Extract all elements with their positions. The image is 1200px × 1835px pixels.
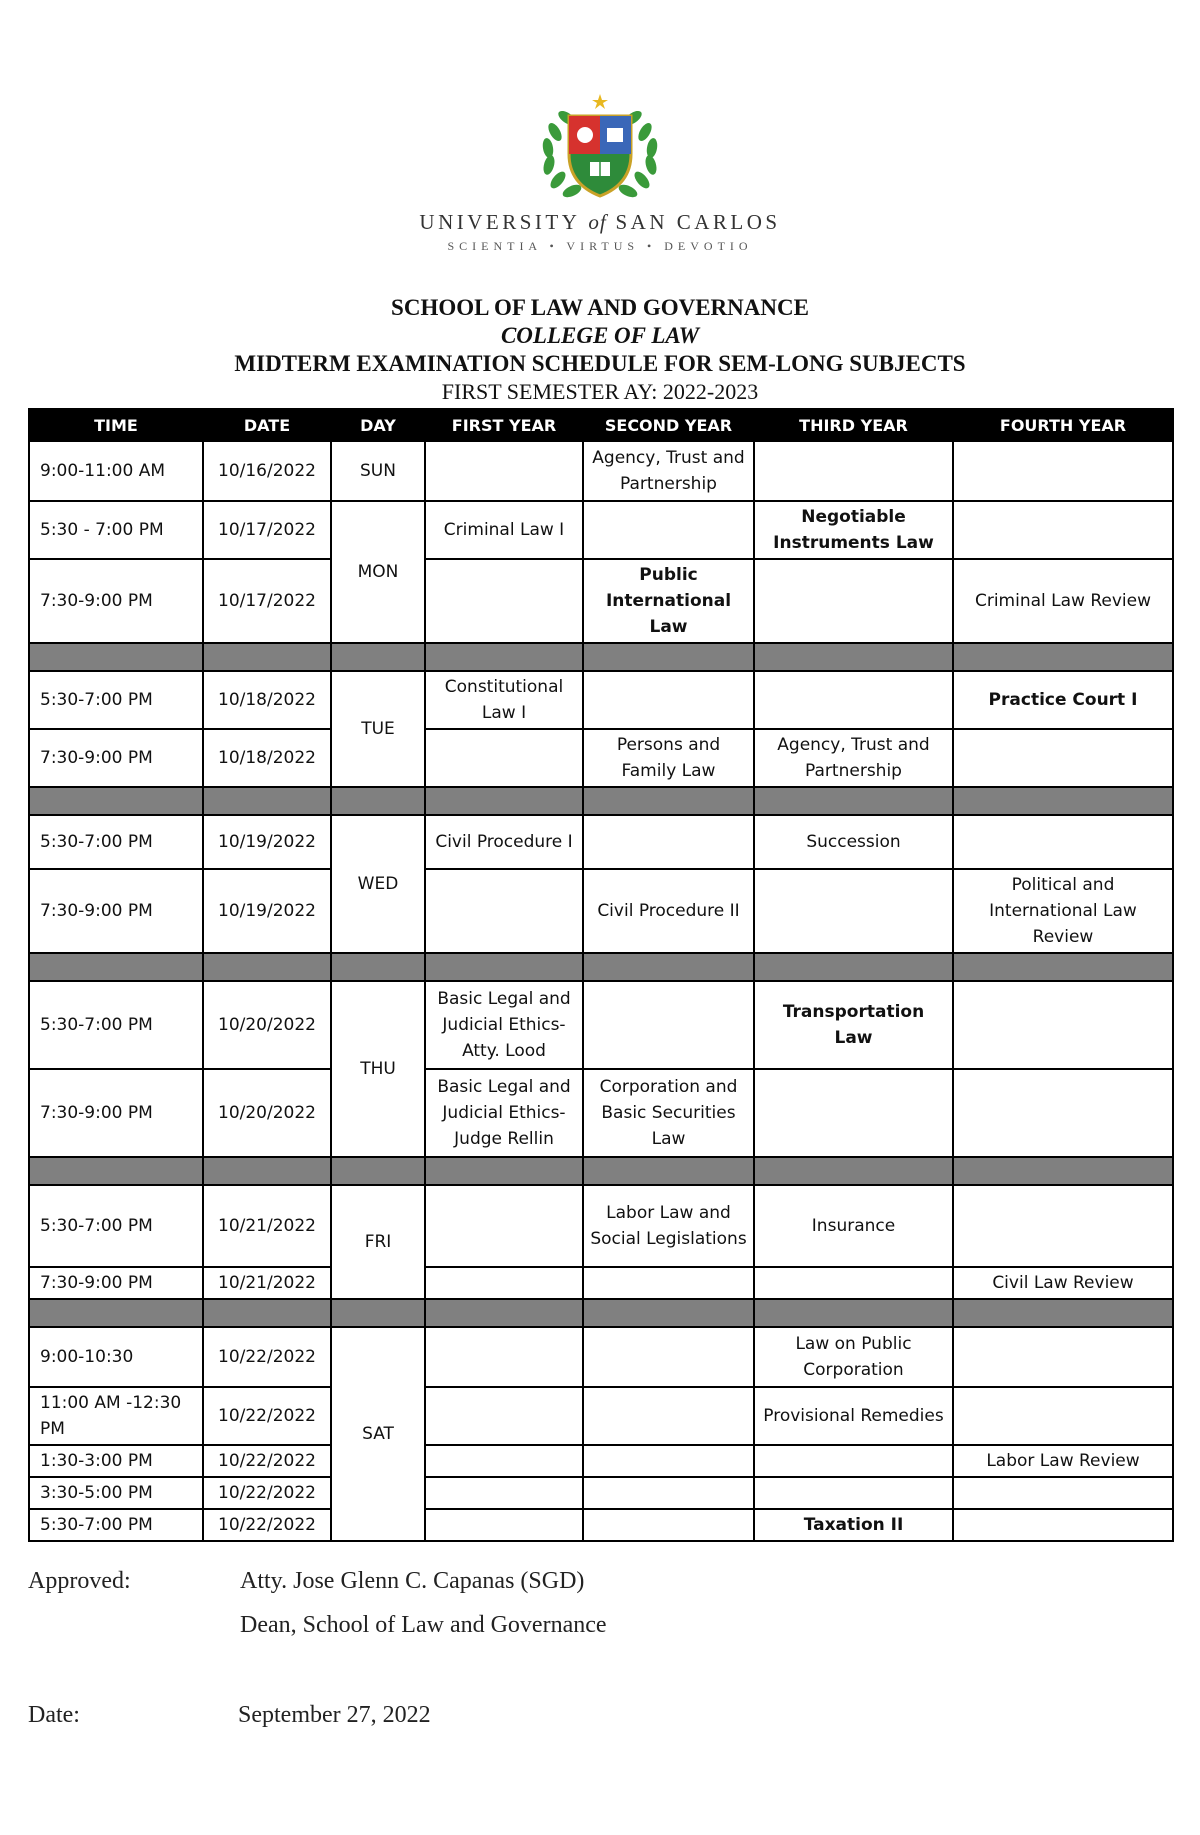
- third-year-cell: Negotiable Instruments Law: [754, 501, 953, 559]
- second-year-cell: [583, 1267, 754, 1299]
- column-header: FIRST YEAR: [425, 409, 583, 441]
- day-cell: MON: [331, 501, 425, 643]
- time-cell: 5:30-7:00 PM: [29, 1185, 203, 1267]
- approved-label: Approved:: [28, 1568, 131, 1594]
- date-cell: 10/17/2022: [203, 501, 331, 559]
- second-year-cell: [583, 671, 754, 729]
- table-row: [29, 981, 1173, 1069]
- first-year-cell: [425, 1267, 583, 1299]
- second-year-cell: Civil Procedure II: [583, 869, 754, 953]
- fourth-year-cell: Labor Law Review: [953, 1445, 1173, 1477]
- fourth-year-cell: [953, 1185, 1173, 1267]
- date-cell: 10/20/2022: [203, 981, 331, 1069]
- second-year-cell: [583, 1477, 754, 1509]
- second-year-cell: Corporation and Basic Securities Law: [583, 1069, 754, 1157]
- first-year-cell: Civil Procedure I: [425, 815, 583, 869]
- table-row: [29, 671, 1173, 729]
- first-year-cell: Basic Legal and Judicial Ethics- Atty. Lood: [425, 981, 583, 1069]
- first-year-cell: [425, 1387, 583, 1445]
- date-cell: 10/19/2022: [203, 815, 331, 869]
- date-cell: 10/21/2022: [203, 1267, 331, 1299]
- table-row: [29, 1327, 1173, 1387]
- fourth-year-cell: Practice Court I: [953, 671, 1173, 729]
- college-title: COLLEGE OF LAW: [500, 323, 700, 348]
- time-cell: 5:30-7:00 PM: [29, 815, 203, 869]
- day-cell: TUE: [331, 671, 425, 787]
- third-year-cell: [754, 1069, 953, 1157]
- time-cell: 1:30-3:00 PM: [29, 1445, 203, 1477]
- time-cell: 9:00-10:30: [29, 1327, 203, 1387]
- second-year-cell: Agency, Trust and Partnership: [583, 441, 754, 501]
- first-year-cell: Constitutional Law I: [425, 671, 583, 729]
- separator-row: [29, 787, 1173, 815]
- time-cell: 7:30-9:00 PM: [29, 869, 203, 953]
- date-cell: 10/20/2022: [203, 1069, 331, 1157]
- second-year-cell: Persons and Family Law: [583, 729, 754, 787]
- approver-title: Dean, School of Law and Governance: [240, 1612, 607, 1638]
- column-header: DATE: [203, 409, 331, 441]
- separator-row: [29, 643, 1173, 671]
- column-header: TIME: [29, 409, 203, 441]
- time-cell: 5:30 - 7:00 PM: [29, 501, 203, 559]
- table-row: [29, 1445, 1173, 1477]
- fourth-year-cell: [953, 981, 1173, 1069]
- date-label: Date:: [28, 1702, 80, 1728]
- first-year-cell: [425, 441, 583, 501]
- first-year-cell: [425, 1445, 583, 1477]
- second-year-cell: [583, 1387, 754, 1445]
- second-year-cell: [583, 1445, 754, 1477]
- second-year-cell: [583, 1509, 754, 1541]
- second-year-cell: [583, 815, 754, 869]
- column-header: FOURTH YEAR: [953, 409, 1173, 441]
- time-cell: 9:00-11:00 AM: [29, 441, 203, 501]
- fourth-year-cell: [953, 501, 1173, 559]
- table-row: [29, 1509, 1173, 1541]
- date-cell: 10/19/2022: [203, 869, 331, 953]
- time-cell: 7:30-9:00 PM: [29, 1267, 203, 1299]
- approval-date: September 27, 2022: [238, 1702, 431, 1728]
- date-cell: 10/22/2022: [203, 1477, 331, 1509]
- first-year-cell: [425, 559, 583, 643]
- table-row: [29, 1267, 1173, 1299]
- separator-row: [29, 1299, 1173, 1327]
- third-year-cell: Agency, Trust and Partnership: [754, 729, 953, 787]
- fourth-year-cell: [953, 815, 1173, 869]
- date-cell: 10/22/2022: [203, 1327, 331, 1387]
- schedule-title: MIDTERM EXAMINATION SCHEDULE FOR SEM-LONG SUBJECTS: [234, 351, 966, 376]
- fourth-year-cell: [953, 1509, 1173, 1541]
- first-year-cell: Basic Legal and Judicial Ethics- Judge Rellin: [425, 1069, 583, 1157]
- first-year-cell: [425, 1477, 583, 1509]
- university-seal-icon: [535, 92, 665, 204]
- third-year-cell: Provisional Remedies: [754, 1387, 953, 1445]
- date-cell: 10/22/2022: [203, 1387, 331, 1445]
- exam-schedule-table: [28, 408, 1174, 1542]
- separator-row: [29, 953, 1173, 981]
- first-year-cell: Criminal Law I: [425, 501, 583, 559]
- second-year-cell: Labor Law and Social Legislations: [583, 1185, 754, 1267]
- fourth-year-cell: Criminal Law Review: [953, 559, 1173, 643]
- first-year-cell: [425, 1327, 583, 1387]
- fourth-year-cell: Civil Law Review: [953, 1267, 1173, 1299]
- third-year-cell: [754, 1445, 953, 1477]
- third-year-cell: [754, 559, 953, 643]
- column-header: THIRD YEAR: [754, 409, 953, 441]
- time-cell: 7:30-9:00 PM: [29, 1069, 203, 1157]
- time-cell: 5:30-7:00 PM: [29, 1509, 203, 1541]
- date-cell: 10/18/2022: [203, 729, 331, 787]
- university-logo: [0, 92, 1200, 254]
- column-header: SECOND YEAR: [583, 409, 754, 441]
- day-cell: SUN: [331, 441, 425, 501]
- fourth-year-cell: Political and International Law Review: [953, 869, 1173, 953]
- table-row: [29, 815, 1173, 869]
- table-row: [29, 729, 1173, 787]
- date-cell: 10/18/2022: [203, 671, 331, 729]
- third-year-cell: Taxation II: [754, 1509, 953, 1541]
- first-year-cell: [425, 1185, 583, 1267]
- time-cell: 7:30-9:00 PM: [29, 729, 203, 787]
- second-year-cell: Public International Law: [583, 559, 754, 643]
- table-row: [29, 1185, 1173, 1267]
- third-year-cell: Law on Public Corporation: [754, 1327, 953, 1387]
- time-cell: 11:00 AM -12:30 PM: [29, 1387, 203, 1445]
- second-year-cell: [583, 981, 754, 1069]
- time-cell: 5:30-7:00 PM: [29, 981, 203, 1069]
- date-cell: 10/22/2022: [203, 1509, 331, 1541]
- first-year-cell: [425, 1509, 583, 1541]
- document-header: [0, 294, 1200, 406]
- table-row: [29, 1477, 1173, 1509]
- third-year-cell: [754, 1267, 953, 1299]
- day-cell: SAT: [331, 1327, 425, 1541]
- table-row: [29, 501, 1173, 559]
- third-year-cell: Transportation Law: [754, 981, 953, 1069]
- day-cell: FRI: [331, 1185, 425, 1299]
- third-year-cell: [754, 671, 953, 729]
- fourth-year-cell: [953, 1477, 1173, 1509]
- table-header-row: [29, 409, 1173, 441]
- date-cell: 10/17/2022: [203, 559, 331, 643]
- semester-title: FIRST SEMESTER AY: 2022-2023: [441, 379, 759, 404]
- table-row: [29, 1387, 1173, 1445]
- table-row: [29, 869, 1173, 953]
- third-year-cell: [754, 1477, 953, 1509]
- fourth-year-cell: [953, 1069, 1173, 1157]
- first-year-cell: [425, 869, 583, 953]
- fourth-year-cell: [953, 1387, 1173, 1445]
- table-row: [29, 441, 1173, 501]
- time-cell: 3:30-5:00 PM: [29, 1477, 203, 1509]
- separator-row: [29, 1157, 1173, 1185]
- fourth-year-cell: [953, 729, 1173, 787]
- approver-name: Atty. Jose Glenn C. Capanas (SGD): [240, 1568, 585, 1594]
- time-cell: 5:30-7:00 PM: [29, 671, 203, 729]
- third-year-cell: Insurance: [754, 1185, 953, 1267]
- university-motto: SCIENTIA • VIRTUS • DEVOTIO: [447, 239, 753, 253]
- second-year-cell: [583, 1327, 754, 1387]
- date-cell: 10/21/2022: [203, 1185, 331, 1267]
- day-cell: WED: [331, 815, 425, 953]
- third-year-cell: [754, 441, 953, 501]
- table-row: [29, 559, 1173, 643]
- third-year-cell: Succession: [754, 815, 953, 869]
- column-header: DAY: [331, 409, 425, 441]
- date-cell: 10/16/2022: [203, 441, 331, 501]
- second-year-cell: [583, 501, 754, 559]
- third-year-cell: [754, 869, 953, 953]
- school-title: SCHOOL OF LAW AND GOVERNANCE: [391, 295, 809, 320]
- first-year-cell: [425, 729, 583, 787]
- table-row: [29, 1069, 1173, 1157]
- day-cell: THU: [331, 981, 425, 1157]
- fourth-year-cell: [953, 441, 1173, 501]
- date-cell: 10/22/2022: [203, 1445, 331, 1477]
- time-cell: 7:30-9:00 PM: [29, 559, 203, 643]
- fourth-year-cell: [953, 1327, 1173, 1387]
- university-name: UNIVERSITY of SAN CARLOS: [419, 210, 781, 234]
